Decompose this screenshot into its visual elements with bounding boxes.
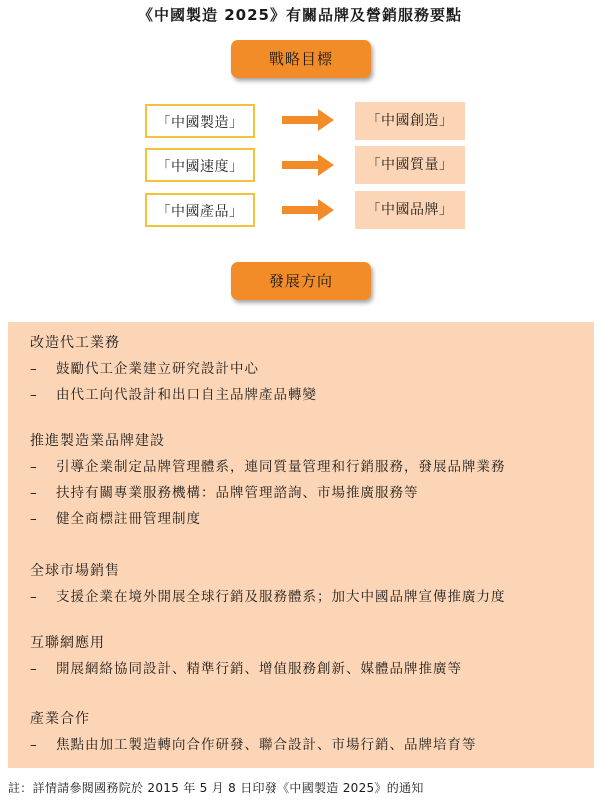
right-arrow-icon — [282, 109, 334, 131]
list-item: – 由代工向代設計和出口自主品牌產品轉變 — [30, 382, 590, 408]
section-title: 互聯網應用 — [30, 635, 105, 651]
footnote: 註：詳情請參閱國務院於 2015 年 5 月 8 日印發《中國製造 2025》的通知 — [8, 781, 424, 795]
dash: – — [30, 361, 38, 377]
section-oem — [30, 330, 590, 408]
strategy-from-0: 「中國製造」 — [145, 104, 255, 138]
dash: – — [30, 589, 38, 605]
list-item: – 扶持有關專業服務機構：品牌管理諮詢、市場推廣服務等 — [30, 480, 590, 506]
strategy-to-1: 「中國質量」 — [355, 146, 465, 184]
strategy-heading: 戰略目標 — [231, 40, 371, 78]
section-industry-cooperation — [30, 706, 590, 758]
strategy-to-2: 「中國品牌」 — [355, 191, 465, 229]
section-brand-building — [30, 428, 590, 532]
section-title: 產業合作 — [30, 711, 90, 727]
dash: – — [30, 661, 38, 677]
dash: – — [30, 485, 38, 501]
list-item: – 支援企業在境外開展全球行銷及服務體系；加大中國品牌宣傳推廣力度 — [30, 584, 590, 610]
strategy-from-2: 「中國產品」 — [145, 193, 255, 227]
list-item: – 健全商標註冊管理制度 — [30, 506, 590, 532]
list-item: – 鼓勵代工企業建立研究設計中心 — [30, 356, 590, 382]
dash: – — [30, 511, 38, 527]
section-title: 推進製造業品牌建設 — [30, 433, 165, 449]
dash: – — [30, 459, 38, 475]
section-global-market — [30, 558, 590, 610]
strategy-from-1: 「中國速度」 — [145, 148, 255, 182]
dash: – — [30, 387, 38, 403]
right-arrow-icon — [282, 154, 334, 176]
page-title: 《中國製造 2025》有關品牌及營銷服務要點 — [138, 6, 462, 24]
section-title: 全球市場銷售 — [30, 563, 120, 579]
development-heading: 發展方向 — [231, 262, 371, 300]
section-title: 改造代工業務 — [30, 335, 120, 351]
list-item: – 引導企業制定品牌管理體系，連同質量管理和行銷服務，發展品牌業務 — [30, 454, 590, 480]
list-item: – 焦點由加工製造轉向合作研發、聯合設計、市場行銷、品牌培育等 — [30, 732, 590, 758]
section-internet — [30, 630, 590, 682]
dash: – — [30, 737, 38, 753]
strategy-to-0: 「中國創造」 — [355, 102, 465, 140]
right-arrow-icon — [282, 199, 334, 221]
list-item: – 開展網絡協同設計、精準行銷、增值服務創新、媒體品牌推廣等 — [30, 656, 590, 682]
development-panel — [8, 322, 594, 768]
